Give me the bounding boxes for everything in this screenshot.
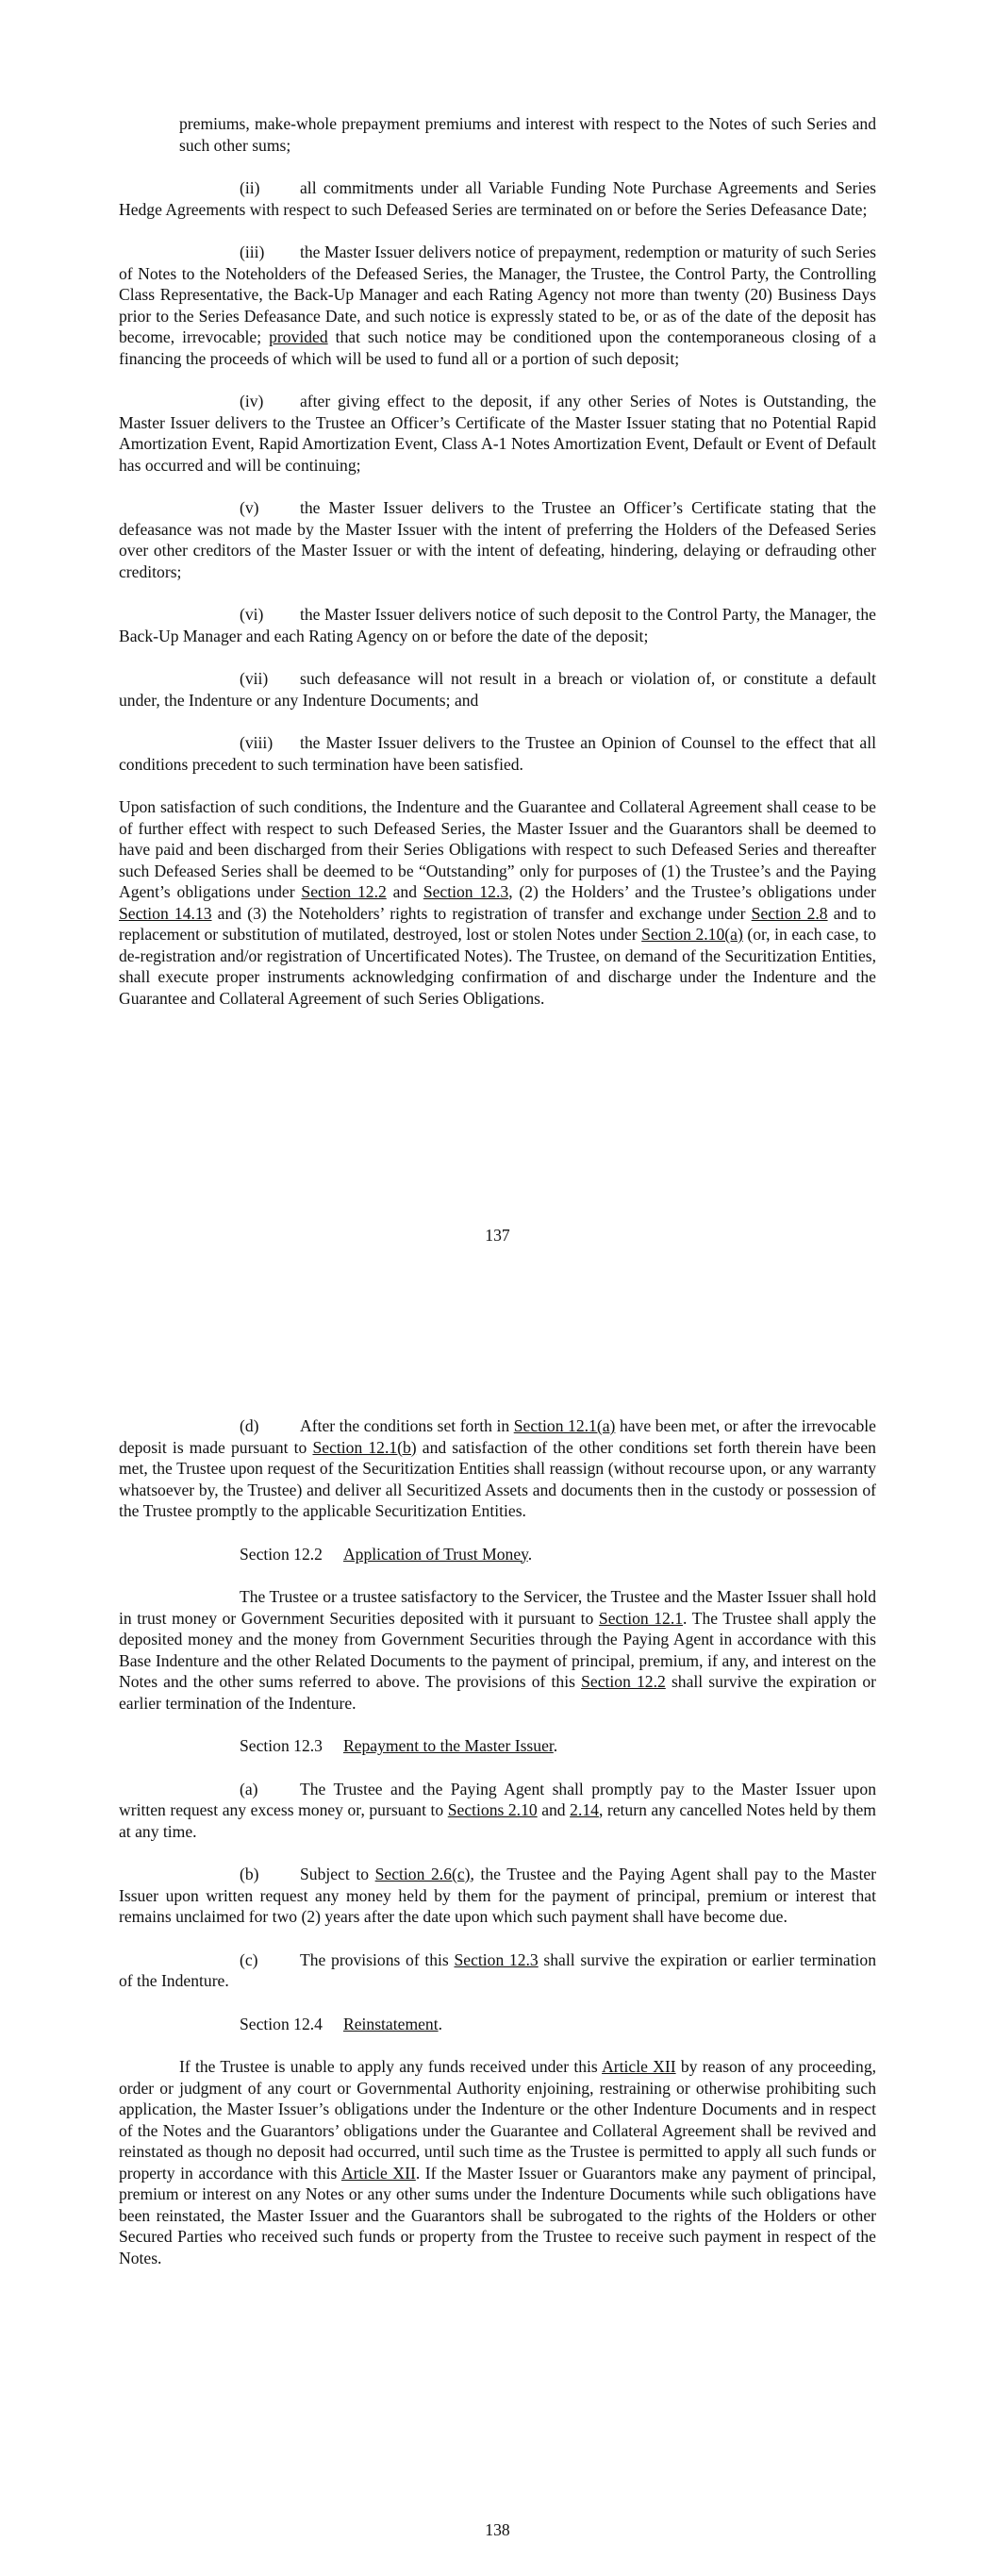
clause-text: all commitments under all Variable Funding Note Purchase Agreements and Series Hedge Agreements with respect to such Defeased Series are terminated on or before the Series Defeasance Date; [119,178,876,219]
text-run: and to replacement or substitution of mutilated, destroyed, lost or stolen Notes under [119,903,876,944]
section-ref: 2.14 [570,1800,599,1819]
text-run: Subject to [300,1865,370,1883]
section-ref: Article XII [602,2057,676,2076]
clause-label: (vii) [240,669,269,688]
clause-vi [119,604,876,646]
section-ref: Section 12.3 [454,1949,539,1969]
page-number: 138 [485,2520,510,2539]
clause-label: (ii) [240,178,260,197]
section-ref: Section 12.1(b) [312,1437,417,1457]
text-run: by reason of any proceeding, order or judgment of any court or Governmental Authority enjoining, restraining or otherwise prohibiting such application, the Master Issuer’s obligations under the Indenture or the other Indenture Documents and in respect of the Notes and the Guarantors’ obligations under the Guarantee and Collateral Agreement shall be revived and reinstated as though no deposit had occurred, until such time as the Trustee is permitted to apply all such funds or property in accordance with this [119,2057,877,2183]
clause-iv [119,391,876,476]
closing-paragraph [119,796,876,1009]
text-run: and [541,1800,566,1819]
text-run: Upon satisfaction of such conditions, the Indenture and the Guarantee and Collateral Agreement shall cease to be of further effect with respect to such Defeased Series, the Master Issuer and the Guarantors shall be deemed to have paid and been discharged from their Series Obligations with respect to such Defeased Series and thereafter such Defeased Series shall be deemed to be “Outstanding” only for purposes of (1) the Trustee’s and the Paying Agent’s obligations under [119,797,876,901]
text-run: and satisfaction of the other conditions set forth therein have been met, the Trustee upon request of the Securitization Entities shall reassign (without recourse upon, or any warranty whatsoever by, the Trustee) and deliver all Securitized Assets and documents then in the custody or possession of the Trustee promptly to the applicable Securitization Entities. [119,1437,876,1520]
clause-label: (iii) [240,243,265,261]
clause-label: (v) [240,498,259,517]
text-run: . If the Master Issuer or Guarantors make any payment of principal, premium or interest on any Notes or any other sums under the Indenture Documents while such obligations have been reinstated, the Master Issuer and the Guarantors shall be subrogated to the rights of the Holders or other Secured Parties who received such funds or property from the Trustee to receive such payment in respect of the Notes. [119,2163,877,2267]
section-ref: Article XII [340,2163,416,2183]
document-page-137 [0,113,995,1030]
section-12-4-body [119,2056,876,2268]
text-run: , (2) the Holders’ and the Trustee’s obligations under [508,882,876,901]
section-number: Section 12.3 [240,1736,323,1755]
text-run: (or, in each case, to de-registration and/or registration of Uncertificated Notes). The Trustee, on demand of the Securitization Entities, shall execute proper instruments acknowledging confirmation of and discharge under the Indenture and the Guarantee and Collateral Agreement of such Series Obligations. [119,925,876,1008]
text-run: have been met, or after the irrevocable deposit is made pursuant to [119,1416,876,1457]
section-heading-12-4: Section 12.4 Reinstatement. [240,2014,443,2033]
text-run: shall survive the expiration or earlier termination of the Indenture. [119,1672,876,1713]
clause-d [119,1415,876,1522]
section-title: Repayment to the Master Issuer [342,1736,554,1755]
clause-text-tail: that such notice may be conditioned upon the contemporaneous closing of a financing the proceeds of which will be used to fund all or a portion of such deposit; [119,327,876,368]
text-run: , the Trustee and the Paying Agent shall pay to the Master Issuer upon written request any money held by them for the payment of principal, premium or interest that remains unclaimed for two (2) years after the date upon which such payment shall have become due. [119,1865,876,1926]
section-ref: Section 12.1(a) [513,1416,616,1435]
page-number: 137 [485,1226,510,1245]
document-page-138 [0,1415,995,2290]
text-run: and (3) the Noteholders’ rights to registration of transfer and exchange under [217,903,746,923]
section-title: Application of Trust Money [342,1544,528,1564]
section-title: Reinstatement [342,2014,439,2033]
text-run: The Trustee or a trustee satisfactory to the Servicer, the Trustee and the Master Issuer shall hold in trust money or Government Securities deposited with it pursuant to [119,1587,876,1628]
text-run: shall survive the expiration or earlier termination of the Indenture. [119,1949,877,1990]
section-ref: Section 2.10(a) [641,925,743,944]
paragraph-continuation: premiums, make-whole prepayment premiums and interest with respect to the Notes of such Series and such other sums; [179,114,876,155]
clause-label: (viii) [240,733,274,752]
clause-a [119,1779,876,1843]
section-ref: Section 12.2 [301,882,387,901]
section-ref: Section 12.2 [581,1672,666,1691]
section-ref: Section 12.3 [423,882,509,901]
clause-iii [119,242,876,369]
clause-label: (iv) [240,392,264,410]
text-run: . The Trustee shall apply the deposited money and the money from Government Securities through the Paying Agent in accordance with this Base Indenture and the other Related Documents to the payment of principal, premium, if any, and interest on the Notes and the other sums referred to above. The provisions of this [119,1608,876,1691]
clause-text: such defeasance will not result in a breach or violation of, or constitute a default under, the Indenture or any Indenture Documents; and [119,669,876,710]
clause-label: (a) [240,1779,258,1798]
clause-label: (d) [240,1416,259,1435]
section-ref: Section 12.1 [598,1608,684,1628]
clause-text: the Master Issuer delivers to the Trustee an Opinion of Counsel to the effect that all conditions precedent to such termination have been satisfied. [119,733,876,774]
clause-text: the Master Issuer delivers to the Trustee an Officer’s Certificate stating that the defeasance was not made by the Master Issuer with the intent of preferring the Holders of the Defeased Series over other creditors of the Master Issuer or with the intent of defeating, hindering, delaying or defrauding other creditors; [119,498,876,581]
text-run: The provisions of this [300,1949,449,1969]
clause-c [119,1949,876,1992]
section-ref: Section 14.13 [119,903,212,923]
clause-label: (b) [240,1865,259,1883]
proviso-term: provided [269,327,328,346]
text-run: After the conditions set forth in [300,1416,510,1435]
section-heading-12-3: Section 12.3 Repayment to the Master Issuer. [240,1736,558,1755]
clause-b [119,1864,876,1928]
section-ref: Section 2.6(c) [374,1865,471,1883]
text-run: If the Trustee is unable to apply any funds received under this [179,2057,598,2076]
clause-viii [119,732,876,775]
section-ref: Section 2.8 [751,903,828,923]
clause-v [119,497,876,582]
clause-text: the Master Issuer delivers notice of such deposit to the Control Party, the Manager, the Back-Up Manager and each Rating Agency on or before the date of the deposit; [119,605,876,645]
clause-label: (c) [240,1949,258,1969]
section-number: Section 12.4 [240,2014,323,2033]
text-run: and [392,882,417,901]
section-number: Section 12.2 [240,1544,323,1564]
section-12-2-body [119,1586,876,1714]
clause-text: the Master Issuer delivers notice of prepayment, redemption or maturity of such Series of Notes to the Noteholders of the Defeased Series, the Manager, the Trustee, the Control Party, the Controlling Class Representative, the Back-Up Manager and each Rating Agency not more than twenty (20) Business Days prior to the Series Defeasance Date, and such notice is expressly stated to be, or as of the date of the deposit has become, irrevocable; [119,243,876,346]
text-run: The Trustee and the Paying Agent shall promptly pay to the Master Issuer upon written request any excess money or, pursuant to [119,1779,876,1819]
clause-ii [119,177,876,220]
section-ref: Sections 2.10 [447,1800,538,1819]
clause-vii [119,668,876,711]
clause-text: after giving effect to the deposit, if any other Series of Notes is Outstanding, the Master Issuer delivers to the Trustee an Officer’s Certificate of the Master Issuer stating that no Potential Rapid Amortization Event, Rapid Amortization Event, Class A-1 Notes Amortization Event, Default or Event of Default has occurred and will be continuing; [119,392,876,475]
clause-label: (vi) [240,605,264,624]
text-run: , return any cancelled Notes held by them at any time. [119,1800,876,1841]
section-heading-12-2: Section 12.2 Application of Trust Money. [240,1544,533,1564]
